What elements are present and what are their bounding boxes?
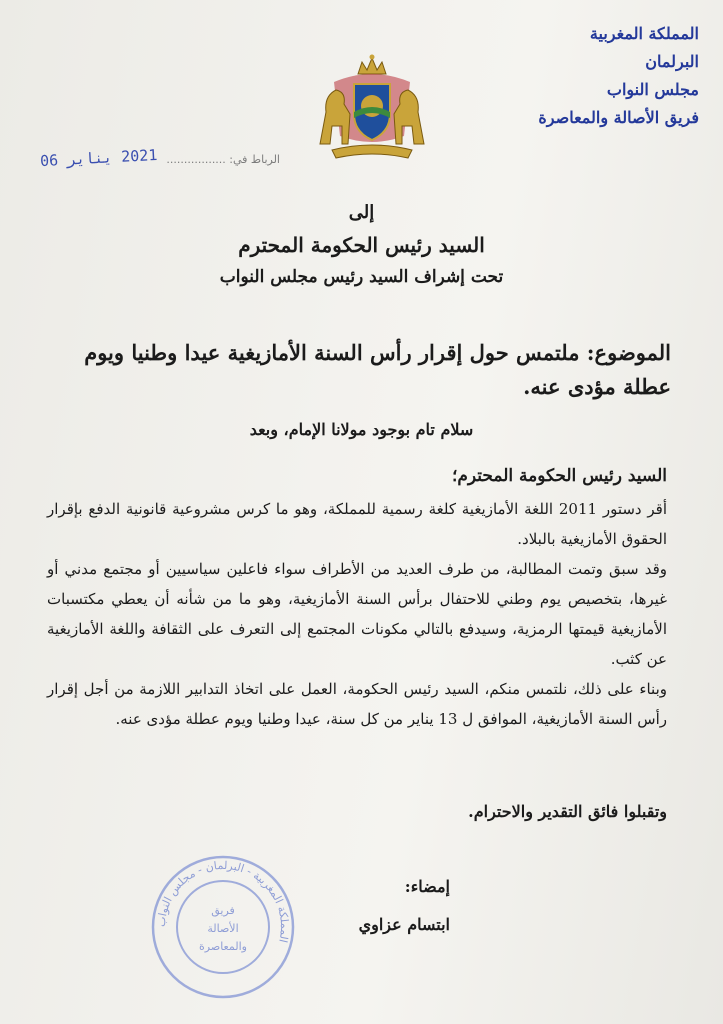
letterhead-kingdom: المملكة المغربية: [589, 24, 699, 43]
letterhead-house: مجلس النواب: [606, 80, 699, 99]
salutation-line: السيد رئيس الحكومة المحترم؛: [451, 466, 667, 486]
addressee-block: [0, 198, 723, 292]
seal-outer-text: المملكة المغربية - البرلمان - مجلس النواب: [154, 858, 292, 944]
closing-line: وتقبلوا فائق التقدير والاحترام.: [468, 802, 667, 821]
greeting-line: سلام تام بوجود مولانا الإمام، وبعد: [249, 420, 474, 439]
date-line: [39, 145, 280, 178]
body-paragraph-1: أقر دستور 2011 اللغة الأمازيغية كلغة رسمية للمملكة، وهو ما كرس مشروعية قانونية الدفع بإقرار الحقوق الأمازيغية بالبلاد.: [47, 500, 667, 548]
date-stamp: 2021 يناير 06: [39, 145, 158, 171]
letterhead: [499, 20, 699, 132]
date-prefix: الرباط في: .................: [166, 153, 280, 166]
addressee-recipient: السيد رئيس الحكومة المحترم: [238, 233, 485, 257]
official-seal-icon: [148, 852, 298, 1002]
coat-of-arms-icon: [312, 52, 432, 162]
addressee-via: تحت إشراف السيد رئيس مجلس النواب: [219, 267, 504, 287]
seal-inner-line-2: الأصالة: [207, 922, 239, 935]
body-paragraph-3: وبناء على ذلك، نلتمس منكم، السيد رئيس الحكومة، العمل على اتخاذ التدابير اللازمة من أجل إقرار رأس السنة الأمازيغية، الموافق ل 13 يناير من كل سنة، عيدا وطنيا ويوم عطلة مؤدى عنه.: [47, 680, 667, 728]
letterhead-parliament: البرلمان: [645, 52, 699, 71]
letter-body: [47, 494, 667, 734]
signature-label: إمضاء:: [404, 877, 450, 896]
body-paragraph-2: وقد سبق وتمت المطالبة، من طرف العديد من الأطراف سواء فاعلين سياسيين أو مجتمع مدني أو غيرها، بتخصيص يوم وطني للاحتفال برأس السنة الأمازيغية، وهو ما من شأنه أن يعطي مكتسبات الأمازيغية قيمتها الرمزية، وسيدفع بالتالي مكونات المجتمع إلى التعرف على الثقافة واللغة الأمازيغية عن كثب.: [47, 560, 667, 668]
subject-line: الموضوع: ملتمس حول إقرار رأس السنة الأمازيغية عيدا وطنيا ويوم عطلة مؤدى عنه.: [84, 340, 671, 399]
seal-inner-line-1: فريق: [211, 904, 235, 917]
signature-block: [290, 868, 450, 944]
addressee-to: إلى: [348, 202, 375, 223]
signatory-name: ابتسام عزاوي: [358, 915, 450, 934]
letterhead-group: فريق الأصالة والمعاصرة: [538, 108, 699, 127]
seal-inner-line-3: والمعاصرة: [199, 940, 247, 953]
